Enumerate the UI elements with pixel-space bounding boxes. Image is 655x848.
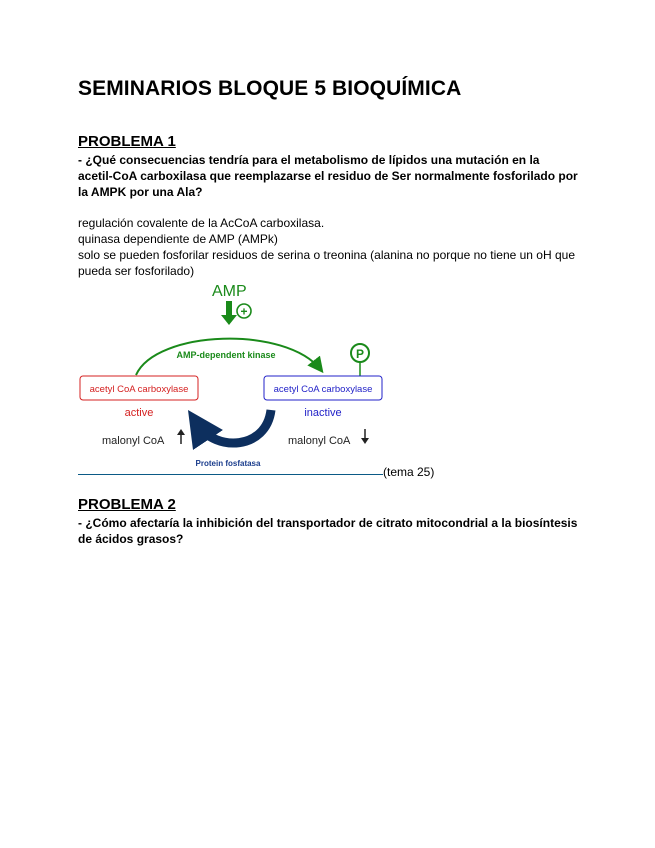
amp-down-arrow-icon [221,301,237,325]
plus-circle-icon [237,304,251,319]
diagram-svg [76,280,396,470]
malonyl-coa-left: malonyl CoA [102,435,165,447]
answer-line: solo se pueden fosforilar residuos de serina o treonina (alanina no porque no tiene un oH que [78,248,576,262]
phosphatase-arrow [198,410,271,443]
malonyl-coa-right: malonyl CoA [288,435,351,447]
problem-2-heading: PROBLEMA 2 [78,496,176,513]
answer-line: regulación covalente de la AcCoA carboxilasa. [78,216,325,230]
arrow-down-icon [361,429,369,444]
svg-text:P: P [355,347,365,361]
arrow-up-icon [177,429,185,444]
question-line: - ¿Cómo afectaría la inhibición del transportador de citrato mitocondrial a la biosíntesis [78,516,578,530]
reference-note: (tema 25) [383,465,435,479]
question-line: la AMPK por una Ala? [78,185,203,199]
answer-line: pueda ser fosforilado) [78,264,195,278]
acc-regulation-diagram [76,280,396,470]
answer-line: quinasa dependiente de AMP (AMPk) [78,232,278,246]
active-label: active [124,407,154,419]
separator-line [78,474,383,475]
document-title: SEMINARIOS BLOQUE 5 BIOQUÍMICA [78,77,462,100]
amp-label: AMP [212,283,247,300]
inactive-label: inactive [304,407,342,419]
problem-1-answer [78,215,578,279]
kinase-label: AMP-dependent kinase [176,350,276,360]
active-acc-label: acetyl CoA carboxylase [89,384,189,395]
question-line: - ¿Qué consecuencias tendría para el metabolismo de lípidos una mutación en la [78,153,540,167]
phosphatase-label: Protein fosfatasa [195,459,261,468]
problem-1-heading: PROBLEMA 1 [78,133,176,150]
phosphate-icon [351,344,369,378]
problem-1-question [78,152,578,200]
question-line: de ácidos grasos? [78,532,184,546]
svg-text:+: + [240,304,248,319]
question-line: acetil-CoA carboxilasa que reemplazarse el residuo de Ser normalmente fosforilado por [78,169,578,183]
inactive-acc-label: acetyl CoA carboxylase [273,384,373,395]
problem-2-question [78,515,578,547]
